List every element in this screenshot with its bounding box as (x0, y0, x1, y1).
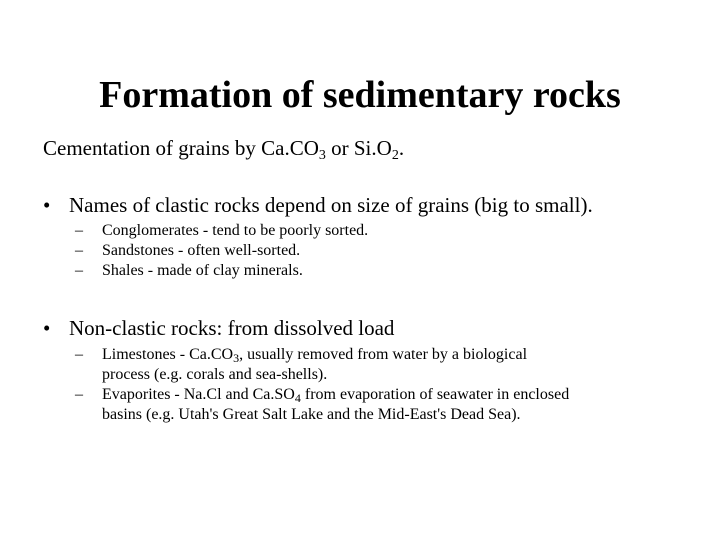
list-item-line-1 (102, 345, 569, 365)
list-item (75, 385, 569, 425)
limestones-suffix: , usually removed from water by a biological (239, 346, 528, 363)
limestones-subscript: 3 (233, 351, 240, 365)
dash-icon: – (75, 386, 83, 403)
list-item-text: Conglomerates - tend to be poorly sorted. (102, 222, 369, 239)
list-item-line-1 (102, 385, 569, 405)
list-item (75, 261, 368, 281)
clastic-sublist (75, 221, 368, 281)
bullet-non-clastic (43, 314, 394, 342)
bullet-non-clastic-text: Non-clastic rocks: from dissolved load (69, 316, 395, 340)
non-clastic-sublist (75, 345, 569, 425)
slide-title: Formation of sedimentary rocks (99, 74, 621, 116)
list-item-text: Shales - made of clay minerals. (102, 262, 303, 279)
list-item-text: Sandstones - often well-sorted. (102, 242, 301, 259)
dash-icon: – (75, 222, 83, 239)
intro-middle: or Si.O (325, 136, 392, 160)
intro-prefix: Cementation of grains by Ca.CO (43, 136, 319, 160)
list-item-line-2: basins (e.g. Utah's Great Salt Lake and the Mid-East's Dead Sea). (102, 406, 521, 423)
evaporites-prefix: Evaporites - Na.Cl and Ca.SO (102, 386, 295, 403)
intro-subscript-1: 3 (318, 148, 326, 163)
list-item-line-2: process (e.g. corals and sea-shells). (102, 366, 328, 383)
list-item (75, 221, 368, 241)
dash-icon: – (75, 242, 83, 259)
dash-icon: – (75, 346, 83, 363)
evaporites-subscript: 4 (294, 391, 301, 405)
bullet-dot-icon: • (43, 193, 51, 217)
bullet-clastic-text: Names of clastic rocks depend on size of grains (big to small). (69, 193, 593, 217)
intro-suffix: . (398, 136, 405, 160)
evaporites-suffix: from evaporation of seawater in enclosed (300, 386, 570, 403)
dash-icon: – (75, 262, 83, 279)
intro-subscript-2: 2 (391, 148, 399, 163)
bullet-dot-icon: • (43, 316, 51, 340)
list-item (75, 241, 368, 261)
intro-line (43, 134, 404, 162)
limestones-prefix: Limestones - Ca.CO (102, 346, 234, 363)
bullet-clastic (43, 191, 593, 219)
list-item (75, 345, 569, 385)
